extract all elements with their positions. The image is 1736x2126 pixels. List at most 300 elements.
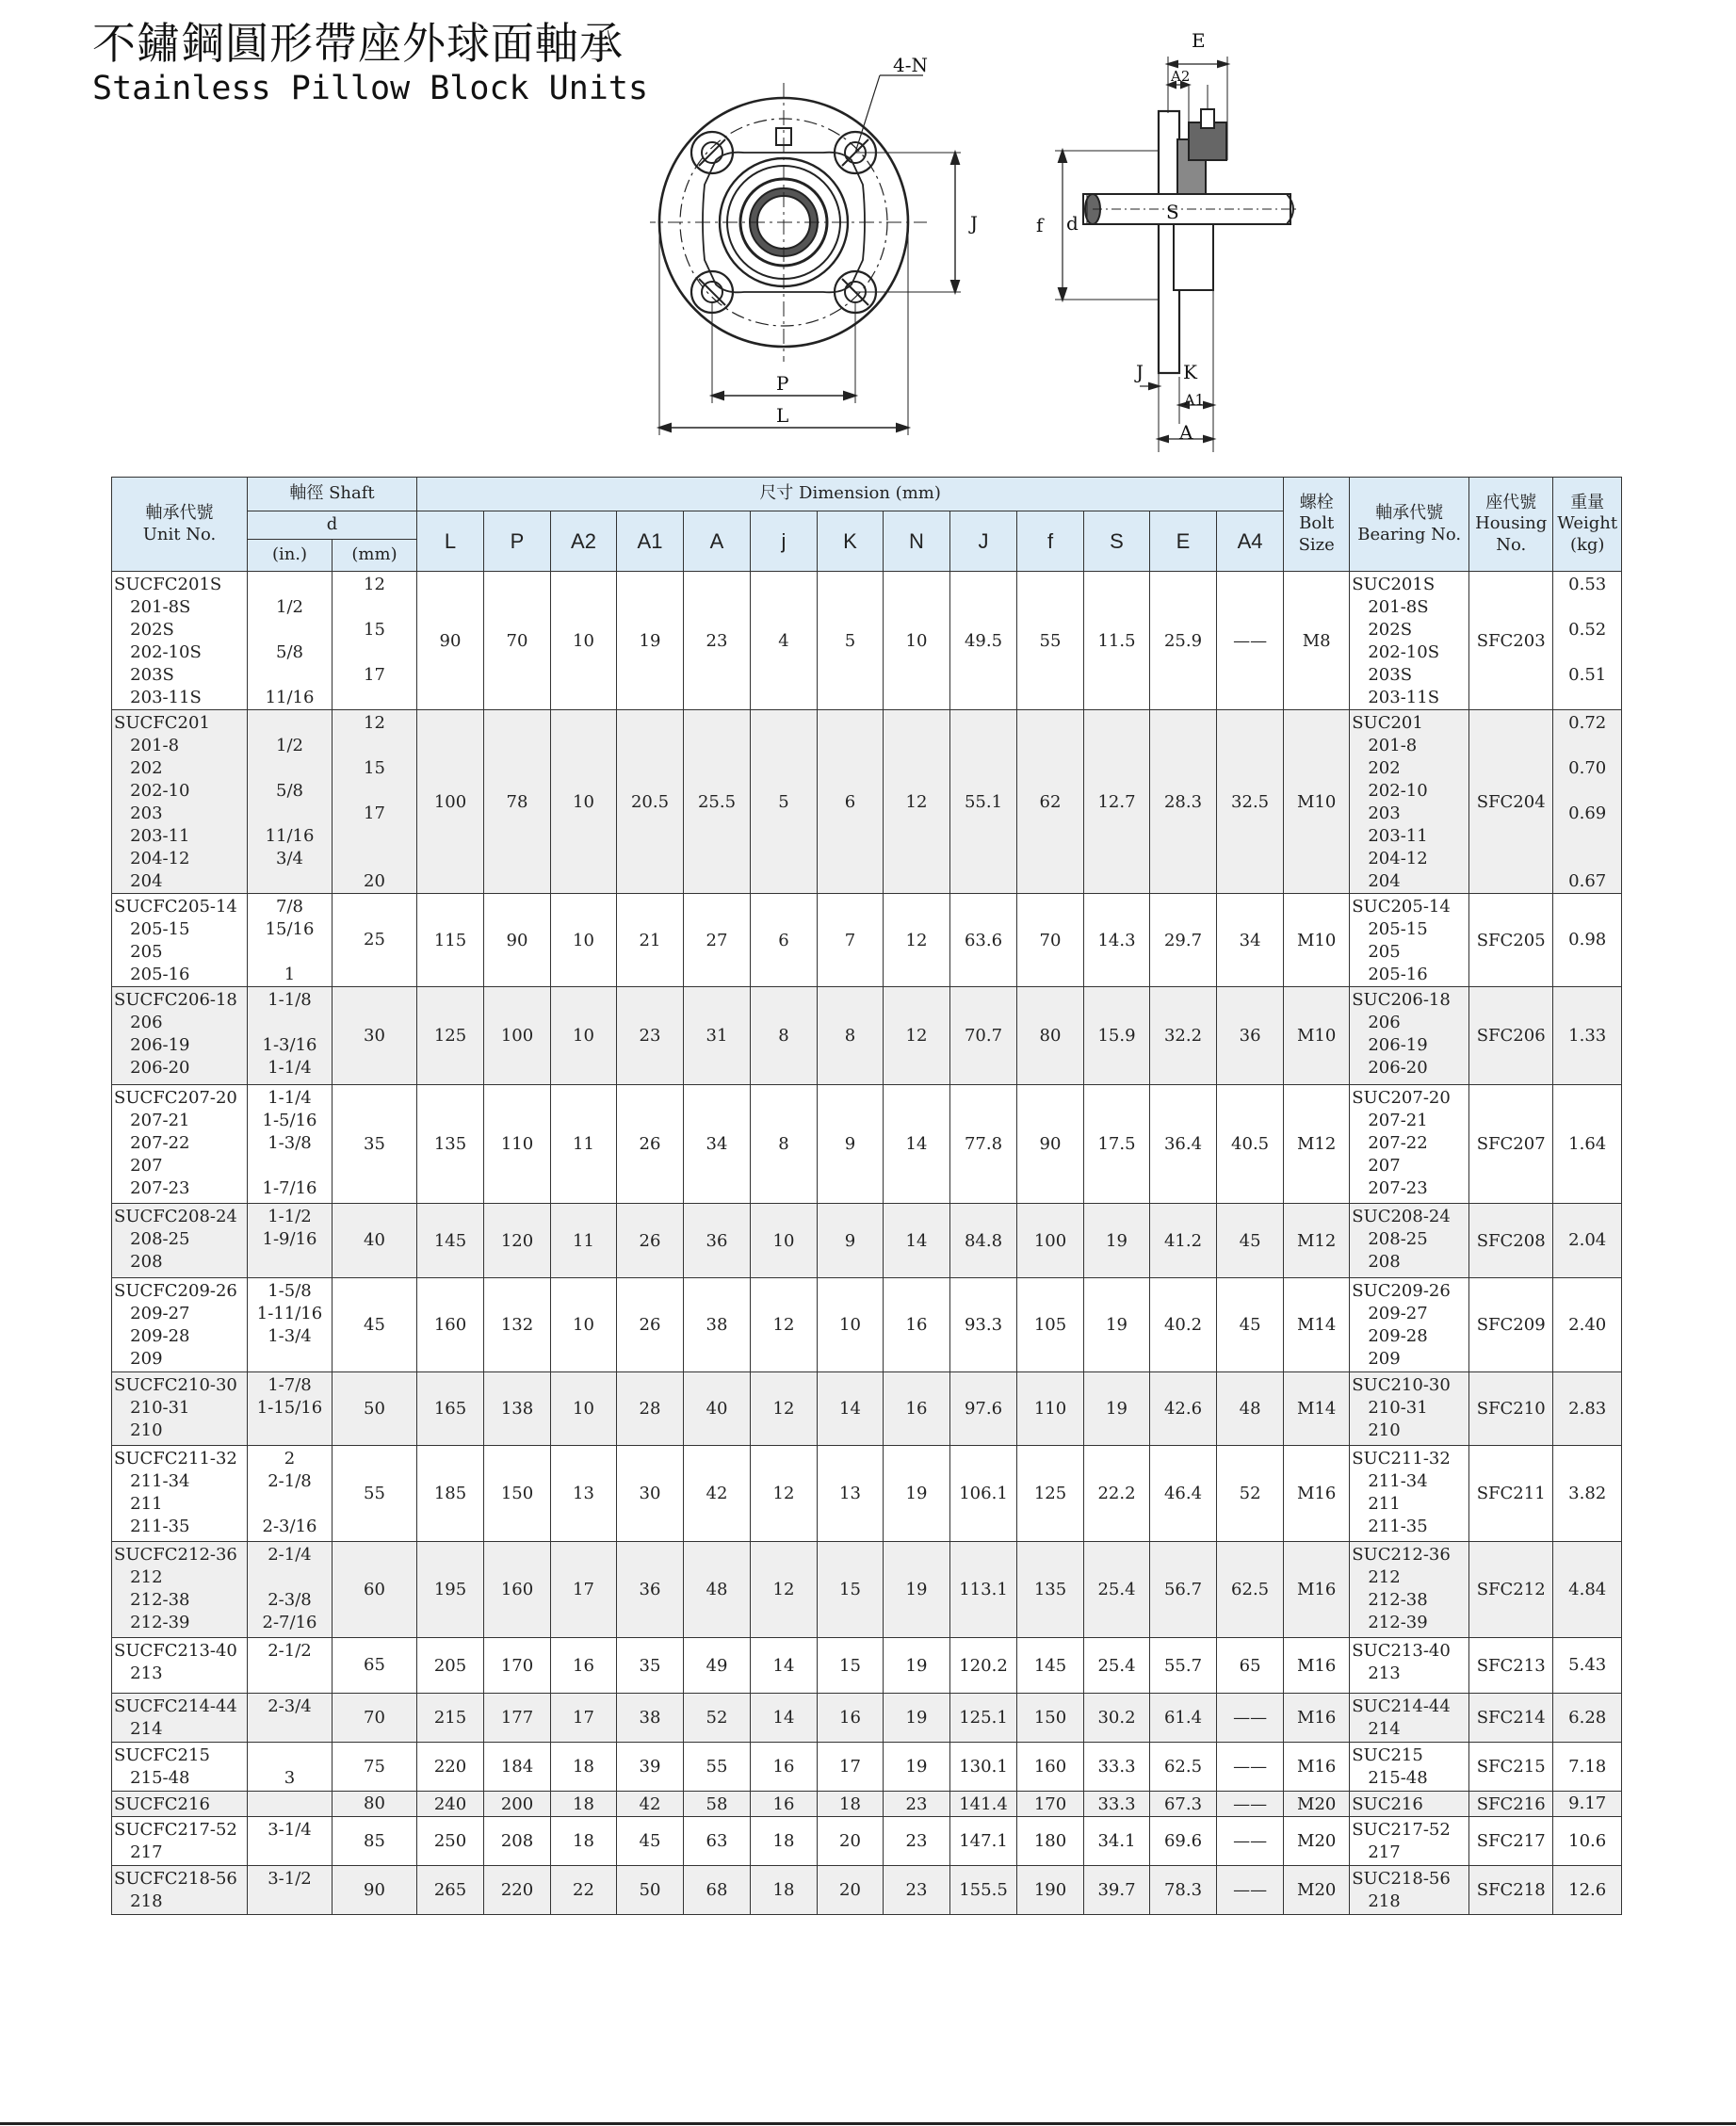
dim-cell-e: 62.5 bbox=[1150, 1743, 1217, 1792]
bearing-no-cell: SUC207-20 207-21 207-22 207 207-23 bbox=[1350, 1085, 1469, 1204]
table-row bbox=[112, 710, 1622, 894]
dim-cell-f: 80 bbox=[1017, 987, 1084, 1085]
dim-cell-j: 147.1 bbox=[950, 1817, 1017, 1866]
shaft-mm-cell: 12 15 17 bbox=[333, 572, 417, 710]
dim-cell-k: 9 bbox=[818, 1204, 884, 1278]
dim-cell-f: 100 bbox=[1017, 1204, 1084, 1278]
bolt-size-cell: M20 bbox=[1284, 1792, 1350, 1817]
dim-cell-e: 32.2 bbox=[1150, 987, 1217, 1085]
dim-cell-a4: 32.5 bbox=[1217, 710, 1284, 894]
dim-cell-s: 11.5 bbox=[1084, 572, 1150, 710]
dim-cell-n: 19 bbox=[884, 1638, 950, 1694]
dim-cell-l: 115 bbox=[417, 894, 484, 987]
bolt-size-cell: M10 bbox=[1284, 987, 1350, 1085]
technical-drawing bbox=[650, 19, 1309, 462]
dim-cell-k: 7 bbox=[818, 894, 884, 987]
dim-cell-f: 145 bbox=[1017, 1638, 1084, 1694]
bolt-size-cell: M10 bbox=[1284, 710, 1350, 894]
dim-cell-k: 20 bbox=[818, 1866, 884, 1915]
dim-cell-s: 19 bbox=[1084, 1204, 1150, 1278]
bolt-size-cell: M16 bbox=[1284, 1542, 1350, 1638]
dim-cell-j-small: 8 bbox=[751, 987, 818, 1085]
dim-cell-l: 240 bbox=[417, 1792, 484, 1817]
dim-header-n: N bbox=[884, 511, 950, 572]
unit-no-cell: SUCFC201S 201-8S 202S 202-10S 203S 203-11S bbox=[112, 572, 248, 710]
dim-cell-k: 13 bbox=[818, 1446, 884, 1542]
dim-cell-e: 69.6 bbox=[1150, 1817, 1217, 1866]
dim-cell-l: 90 bbox=[417, 572, 484, 710]
dim-cell-j: 63.6 bbox=[950, 894, 1017, 987]
dim-cell-f: 90 bbox=[1017, 1085, 1084, 1204]
shaft-inch-cell: 3 bbox=[248, 1743, 333, 1792]
dim-cell-a1: 36 bbox=[617, 1542, 684, 1638]
unit-no-cell: SUCFC207-20 207-21 207-22 207 207-23 bbox=[112, 1085, 248, 1204]
housing-no-cell: SFC207 bbox=[1469, 1085, 1553, 1204]
dim-cell-a4: —— bbox=[1217, 1792, 1284, 1817]
dim-cell-l: 135 bbox=[417, 1085, 484, 1204]
dim-cell-a4: 45 bbox=[1217, 1278, 1284, 1372]
housing-no-cell: SFC216 bbox=[1469, 1792, 1553, 1817]
bolt-size-cell: M10 bbox=[1284, 894, 1350, 987]
dim-cell-a1: 45 bbox=[617, 1817, 684, 1866]
dim-cell-p: 90 bbox=[484, 894, 551, 987]
dim-cell-j-small: 5 bbox=[751, 710, 818, 894]
dim-cell-a4: 62.5 bbox=[1217, 1542, 1284, 1638]
dim-header-f: f bbox=[1017, 511, 1084, 572]
weight-cell: 0.72 0.70 0.69 0.67 bbox=[1553, 710, 1622, 894]
dim-cell-j-small: 6 bbox=[751, 894, 818, 987]
label-f: f bbox=[1036, 214, 1044, 236]
housing-no-cell: SFC203 bbox=[1469, 572, 1553, 710]
table-row bbox=[112, 1694, 1622, 1743]
dim-cell-e: 36.4 bbox=[1150, 1085, 1217, 1204]
dim-cell-e: 46.4 bbox=[1150, 1446, 1217, 1542]
unit-no-cell: SUCFC201 201-8 202 202-10 203 203-11 204-12 204 bbox=[112, 710, 248, 894]
dim-cell-a: 36 bbox=[684, 1204, 751, 1278]
dim-cell-p: 100 bbox=[484, 987, 551, 1085]
dim-cell-n: 16 bbox=[884, 1372, 950, 1446]
unit-no-cell: SUCFC210-30 210-31 210 bbox=[112, 1372, 248, 1446]
dim-cell-s: 33.3 bbox=[1084, 1743, 1150, 1792]
dim-cell-a2: 22 bbox=[551, 1866, 617, 1915]
shaft-inch-cell: 1/2 5/8 11/16 bbox=[248, 572, 333, 710]
weight-cell: 4.84 bbox=[1553, 1542, 1622, 1638]
unit-no-cell: SUCFC218-56 218 bbox=[112, 1866, 248, 1915]
table-row bbox=[112, 1792, 1622, 1817]
dim-cell-k: 5 bbox=[818, 572, 884, 710]
shaft-inch-header: (in.) bbox=[248, 540, 333, 572]
shaft-mm-cell: 70 bbox=[333, 1694, 417, 1743]
dim-cell-j-small: 4 bbox=[751, 572, 818, 710]
dim-cell-p: 170 bbox=[484, 1638, 551, 1694]
label-d: d bbox=[1066, 212, 1079, 235]
dim-cell-j-small: 8 bbox=[751, 1085, 818, 1204]
bolt-size-cell: M16 bbox=[1284, 1446, 1350, 1542]
dim-cell-j: 155.5 bbox=[950, 1866, 1017, 1915]
dim-cell-j: 125.1 bbox=[950, 1694, 1017, 1743]
housing-no-cell: SFC217 bbox=[1469, 1817, 1553, 1866]
housing-no-cell: SFC205 bbox=[1469, 894, 1553, 987]
dim-cell-l: 125 bbox=[417, 987, 484, 1085]
dim-cell-l: 100 bbox=[417, 710, 484, 894]
dim-cell-e: 29.7 bbox=[1150, 894, 1217, 987]
unit-no-cell: SUCFC211-32 211-34 211 211-35 bbox=[112, 1446, 248, 1542]
dim-header-p: P bbox=[484, 511, 551, 572]
bolt-size-cell: M14 bbox=[1284, 1372, 1350, 1446]
dim-cell-s: 39.7 bbox=[1084, 1866, 1150, 1915]
weight-header: 重量 Weight (kg) bbox=[1553, 478, 1622, 572]
dim-header-a4: A4 bbox=[1217, 511, 1284, 572]
bolt-size-cell: M16 bbox=[1284, 1743, 1350, 1792]
housing-no-cell: SFC211 bbox=[1469, 1446, 1553, 1542]
dim-cell-a1: 19 bbox=[617, 572, 684, 710]
housing-no-cell: SFC210 bbox=[1469, 1372, 1553, 1446]
dim-cell-j: 113.1 bbox=[950, 1542, 1017, 1638]
dim-cell-a2: 10 bbox=[551, 894, 617, 987]
shaft-mm-cell: 35 bbox=[333, 1085, 417, 1204]
dim-cell-k: 8 bbox=[818, 987, 884, 1085]
dim-cell-n: 14 bbox=[884, 1204, 950, 1278]
label-a1: A1 bbox=[1184, 391, 1205, 409]
dim-cell-f: 180 bbox=[1017, 1817, 1084, 1866]
dim-cell-k: 16 bbox=[818, 1694, 884, 1743]
dim-cell-a4: —— bbox=[1217, 1817, 1284, 1866]
bolt-size-cell: M16 bbox=[1284, 1638, 1350, 1694]
dim-cell-a1: 26 bbox=[617, 1085, 684, 1204]
dim-cell-p: 208 bbox=[484, 1817, 551, 1866]
dim-cell-l: 185 bbox=[417, 1446, 484, 1542]
dim-cell-f: 190 bbox=[1017, 1866, 1084, 1915]
dim-cell-a1: 30 bbox=[617, 1446, 684, 1542]
dim-cell-p: 110 bbox=[484, 1085, 551, 1204]
dim-cell-l: 215 bbox=[417, 1694, 484, 1743]
weight-cell: 6.28 bbox=[1553, 1694, 1622, 1743]
dim-cell-s: 19 bbox=[1084, 1372, 1150, 1446]
dim-cell-s: 12.7 bbox=[1084, 710, 1150, 894]
dim-cell-a1: 28 bbox=[617, 1372, 684, 1446]
dim-cell-s: 33.3 bbox=[1084, 1792, 1150, 1817]
page-title-chinese: 不鏽鋼圓形帶座外球面軸承 bbox=[92, 18, 624, 69]
dim-cell-a2: 10 bbox=[551, 1278, 617, 1372]
shaft-mm-header: (mm) bbox=[333, 540, 417, 572]
dim-cell-a1: 26 bbox=[617, 1278, 684, 1372]
dim-cell-a: 63 bbox=[684, 1817, 751, 1866]
unit-no-cell: SUCFC205-14 205-15 205 205-16 bbox=[112, 894, 248, 987]
dim-cell-j: 141.4 bbox=[950, 1792, 1017, 1817]
dim-cell-p: 138 bbox=[484, 1372, 551, 1446]
housing-no-cell: SFC213 bbox=[1469, 1638, 1553, 1694]
dim-cell-a: 58 bbox=[684, 1792, 751, 1817]
dim-cell-a: 40 bbox=[684, 1372, 751, 1446]
dim-cell-j: 84.8 bbox=[950, 1204, 1017, 1278]
dim-cell-f: 125 bbox=[1017, 1446, 1084, 1542]
bearing-no-cell: SUC206-18 206 206-19 206-20 bbox=[1350, 987, 1469, 1085]
dim-cell-e: 28.3 bbox=[1150, 710, 1217, 894]
bolt-size-cell: M12 bbox=[1284, 1085, 1350, 1204]
dim-header-k: K bbox=[818, 511, 884, 572]
label-e: E bbox=[1192, 29, 1206, 52]
dim-cell-l: 145 bbox=[417, 1204, 484, 1278]
dim-cell-a4: 34 bbox=[1217, 894, 1284, 987]
weight-cell: 3.82 bbox=[1553, 1446, 1622, 1542]
dim-cell-a: 23 bbox=[684, 572, 751, 710]
dim-cell-a2: 18 bbox=[551, 1792, 617, 1817]
weight-cell: 5.43 bbox=[1553, 1638, 1622, 1694]
dim-cell-p: 120 bbox=[484, 1204, 551, 1278]
dim-cell-n: 23 bbox=[884, 1817, 950, 1866]
dim-cell-a: 52 bbox=[684, 1694, 751, 1743]
dim-cell-p: 184 bbox=[484, 1743, 551, 1792]
housing-no-cell: SFC215 bbox=[1469, 1743, 1553, 1792]
bearing-no-cell: SUC201S 201-8S 202S 202-10S 203S 203-11S bbox=[1350, 572, 1469, 710]
dim-cell-p: 150 bbox=[484, 1446, 551, 1542]
bolt-size-cell: M20 bbox=[1284, 1817, 1350, 1866]
housing-no-cell: SFC214 bbox=[1469, 1694, 1553, 1743]
table-row bbox=[112, 1278, 1622, 1372]
table-row bbox=[112, 1817, 1622, 1866]
dim-cell-j: 130.1 bbox=[950, 1743, 1017, 1792]
bolt-size-cell: M8 bbox=[1284, 572, 1350, 710]
dim-cell-a2: 17 bbox=[551, 1694, 617, 1743]
shaft-mm-cell: 12 15 17 20 bbox=[333, 710, 417, 894]
dim-cell-s: 14.3 bbox=[1084, 894, 1150, 987]
dim-header-s: S bbox=[1084, 511, 1150, 572]
table-row bbox=[112, 1204, 1622, 1278]
dim-cell-n: 10 bbox=[884, 572, 950, 710]
dim-cell-j-small: 14 bbox=[751, 1638, 818, 1694]
dim-cell-s: 30.2 bbox=[1084, 1694, 1150, 1743]
bearing-no-cell: SUC216 bbox=[1350, 1792, 1469, 1817]
dim-cell-k: 18 bbox=[818, 1792, 884, 1817]
shaft-inch-cell: 7/8 15/16 1 bbox=[248, 894, 333, 987]
weight-cell: 1.33 bbox=[1553, 987, 1622, 1085]
dim-cell-k: 14 bbox=[818, 1372, 884, 1446]
table-row bbox=[112, 1085, 1622, 1204]
table-body bbox=[112, 572, 1622, 1915]
dim-cell-a2: 16 bbox=[551, 1638, 617, 1694]
dim-cell-l: 165 bbox=[417, 1372, 484, 1446]
dim-cell-a2: 10 bbox=[551, 1372, 617, 1446]
dim-cell-k: 6 bbox=[818, 710, 884, 894]
dim-cell-n: 16 bbox=[884, 1278, 950, 1372]
bolt-size-cell: M20 bbox=[1284, 1866, 1350, 1915]
shaft-mm-cell: 80 bbox=[333, 1792, 417, 1817]
shaft-inch-cell: 1-1/8 1-3/16 1-1/4 bbox=[248, 987, 333, 1085]
dim-cell-a1: 35 bbox=[617, 1638, 684, 1694]
dim-cell-j: 93.3 bbox=[950, 1278, 1017, 1372]
dim-cell-p: 132 bbox=[484, 1278, 551, 1372]
dim-cell-s: 22.2 bbox=[1084, 1446, 1150, 1542]
dim-cell-n: 12 bbox=[884, 894, 950, 987]
dim-cell-j-small: 18 bbox=[751, 1866, 818, 1915]
weight-cell: 7.18 bbox=[1553, 1743, 1622, 1792]
bolt-size-cell: M12 bbox=[1284, 1204, 1350, 1278]
dim-cell-k: 10 bbox=[818, 1278, 884, 1372]
label-k: K bbox=[1183, 361, 1197, 383]
bearing-no-cell: SUC212-36 212 212-38 212-39 bbox=[1350, 1542, 1469, 1638]
dim-cell-n: 23 bbox=[884, 1866, 950, 1915]
bearing-no-cell: SUC214-44 214 bbox=[1350, 1694, 1469, 1743]
bolt-size-cell: M16 bbox=[1284, 1694, 1350, 1743]
shaft-mm-cell: 65 bbox=[333, 1638, 417, 1694]
dim-cell-j: 120.2 bbox=[950, 1638, 1017, 1694]
dim-cell-n: 19 bbox=[884, 1694, 950, 1743]
dim-cell-j-small: 12 bbox=[751, 1278, 818, 1372]
dim-cell-a2: 10 bbox=[551, 572, 617, 710]
shaft-inch-cell: 2 2-1/8 2-3/16 bbox=[248, 1446, 333, 1542]
unit-no-cell: SUCFC217-52 217 bbox=[112, 1817, 248, 1866]
bearing-no-cell: SUC201 201-8 202 202-10 203 203-11 204-12 204 bbox=[1350, 710, 1469, 894]
dim-cell-j-small: 18 bbox=[751, 1817, 818, 1866]
dim-cell-e: 55.7 bbox=[1150, 1638, 1217, 1694]
dim-cell-a: 48 bbox=[684, 1542, 751, 1638]
bearing-no-cell: SUC215 215-48 bbox=[1350, 1743, 1469, 1792]
shaft-inch-cell: 2-1/2 bbox=[248, 1638, 333, 1694]
unit-no-cell: SUCFC216 bbox=[112, 1792, 248, 1817]
dim-cell-p: 78 bbox=[484, 710, 551, 894]
unit-no-cell: SUCFC212-36 212 212-38 212-39 bbox=[112, 1542, 248, 1638]
dim-cell-p: 220 bbox=[484, 1866, 551, 1915]
shaft-inch-cell: 2-3/4 bbox=[248, 1694, 333, 1743]
dim-cell-s: 15.9 bbox=[1084, 987, 1150, 1085]
dim-cell-l: 195 bbox=[417, 1542, 484, 1638]
shaft-mm-cell: 55 bbox=[333, 1446, 417, 1542]
bolt-size-cell: M14 bbox=[1284, 1278, 1350, 1372]
dim-cell-a1: 39 bbox=[617, 1743, 684, 1792]
shaft-inch-cell: 1-5/8 1-11/16 1-3/4 bbox=[248, 1278, 333, 1372]
dim-cell-s: 25.4 bbox=[1084, 1638, 1150, 1694]
dim-cell-e: 41.2 bbox=[1150, 1204, 1217, 1278]
dim-cell-k: 17 bbox=[818, 1743, 884, 1792]
dim-header-j: J bbox=[950, 511, 1017, 572]
shaft-mm-cell: 90 bbox=[333, 1866, 417, 1915]
unit-no-cell: SUCFC215 215-48 bbox=[112, 1743, 248, 1792]
bearing-no-cell: SUC218-56 218 bbox=[1350, 1866, 1469, 1915]
shaft-mm-cell: 75 bbox=[333, 1743, 417, 1792]
weight-cell: 2.04 bbox=[1553, 1204, 1622, 1278]
dim-cell-a: 34 bbox=[684, 1085, 751, 1204]
weight-cell: 9.17 bbox=[1553, 1792, 1622, 1817]
specification-table bbox=[111, 477, 1622, 1915]
shaft-inch-cell: 3-1/4 bbox=[248, 1817, 333, 1866]
dim-cell-f: 62 bbox=[1017, 710, 1084, 894]
unit-no-cell: SUCFC209-26 209-27 209-28 209 bbox=[112, 1278, 248, 1372]
dim-cell-f: 55 bbox=[1017, 572, 1084, 710]
dim-cell-e: 56.7 bbox=[1150, 1542, 1217, 1638]
dim-cell-j-small: 16 bbox=[751, 1792, 818, 1817]
dimension-header: 尺寸 Dimension (mm) bbox=[417, 478, 1284, 511]
dim-cell-a2: 17 bbox=[551, 1542, 617, 1638]
dim-cell-a1: 21 bbox=[617, 894, 684, 987]
dim-cell-l: 220 bbox=[417, 1743, 484, 1792]
table-row bbox=[112, 1542, 1622, 1638]
shaft-mm-cell: 50 bbox=[333, 1372, 417, 1446]
dim-cell-l: 160 bbox=[417, 1278, 484, 1372]
weight-cell: 2.40 bbox=[1553, 1278, 1622, 1372]
housing-no-cell: SFC206 bbox=[1469, 987, 1553, 1085]
shaft-inch-cell bbox=[248, 1792, 333, 1817]
dim-cell-k: 20 bbox=[818, 1817, 884, 1866]
bearing-no-cell: SUC208-24 208-25 208 bbox=[1350, 1204, 1469, 1278]
dim-cell-k: 9 bbox=[818, 1085, 884, 1204]
table-row bbox=[112, 987, 1622, 1085]
dim-cell-j-small: 10 bbox=[751, 1204, 818, 1278]
dim-cell-n: 19 bbox=[884, 1743, 950, 1792]
dim-cell-f: 160 bbox=[1017, 1743, 1084, 1792]
dim-cell-a4: 52 bbox=[1217, 1446, 1284, 1542]
dim-cell-f: 135 bbox=[1017, 1542, 1084, 1638]
bearing-no-header: 軸承代號 Bearing No. bbox=[1350, 478, 1469, 572]
dim-cell-a: 38 bbox=[684, 1278, 751, 1372]
table-row bbox=[112, 1372, 1622, 1446]
dim-cell-s: 17.5 bbox=[1084, 1085, 1150, 1204]
unit-no-cell: SUCFC213-40 213 bbox=[112, 1638, 248, 1694]
weight-cell: 0.53 0.52 0.51 bbox=[1553, 572, 1622, 710]
table-row bbox=[112, 1446, 1622, 1542]
dim-cell-e: 78.3 bbox=[1150, 1866, 1217, 1915]
shaft-header: 軸徑 Shaft bbox=[248, 478, 417, 511]
bearing-no-cell: SUC210-30 210-31 210 bbox=[1350, 1372, 1469, 1446]
dim-cell-a4: 36 bbox=[1217, 987, 1284, 1085]
dim-cell-a: 31 bbox=[684, 987, 751, 1085]
dim-cell-n: 14 bbox=[884, 1085, 950, 1204]
dim-cell-j: 106.1 bbox=[950, 1446, 1017, 1542]
bearing-no-cell: SUC213-40 213 bbox=[1350, 1638, 1469, 1694]
shaft-inch-cell: 1-1/4 1-5/16 1-3/8 1-7/16 bbox=[248, 1085, 333, 1204]
dim-cell-j-small: 12 bbox=[751, 1542, 818, 1638]
table-row bbox=[112, 894, 1622, 987]
unit-no-cell: SUCFC206-18 206 206-19 206-20 bbox=[112, 987, 248, 1085]
table-row bbox=[112, 572, 1622, 710]
dim-cell-e: 61.4 bbox=[1150, 1694, 1217, 1743]
weight-cell: 12.6 bbox=[1553, 1866, 1622, 1915]
weight-cell: 2.83 bbox=[1553, 1372, 1622, 1446]
dim-cell-j: 55.1 bbox=[950, 710, 1017, 894]
dim-cell-n: 19 bbox=[884, 1542, 950, 1638]
dim-cell-p: 70 bbox=[484, 572, 551, 710]
shaft-mm-cell: 40 bbox=[333, 1204, 417, 1278]
dim-cell-a4: —— bbox=[1217, 1866, 1284, 1915]
dim-cell-a2: 10 bbox=[551, 987, 617, 1085]
dim-header-j-small: j bbox=[751, 511, 818, 572]
dim-cell-n: 23 bbox=[884, 1792, 950, 1817]
dim-cell-p: 200 bbox=[484, 1792, 551, 1817]
dim-cell-a4: 40.5 bbox=[1217, 1085, 1284, 1204]
shaft-mm-cell: 30 bbox=[333, 987, 417, 1085]
dim-cell-a2: 18 bbox=[551, 1743, 617, 1792]
table-row bbox=[112, 1743, 1622, 1792]
unit-no-cell: SUCFC214-44 214 bbox=[112, 1694, 248, 1743]
weight-cell: 0.98 bbox=[1553, 894, 1622, 987]
dim-header-e: E bbox=[1150, 511, 1217, 572]
dim-cell-j: 77.8 bbox=[950, 1085, 1017, 1204]
bolt-size-header: 螺栓 Bolt Size bbox=[1284, 478, 1350, 572]
label-j-front: J bbox=[970, 212, 979, 235]
dim-cell-j: 49.5 bbox=[950, 572, 1017, 710]
bearing-no-cell: SUC217-52 217 bbox=[1350, 1817, 1469, 1866]
dim-header-a1: A1 bbox=[617, 511, 684, 572]
dim-cell-f: 150 bbox=[1017, 1694, 1084, 1743]
label-4n: 4-N bbox=[893, 54, 928, 76]
shaft-mm-cell: 25 bbox=[333, 894, 417, 987]
dim-cell-a1: 20.5 bbox=[617, 710, 684, 894]
dim-cell-l: 265 bbox=[417, 1866, 484, 1915]
weight-cell: 10.6 bbox=[1553, 1817, 1622, 1866]
shaft-mm-cell: 45 bbox=[333, 1278, 417, 1372]
dim-cell-a4: 65 bbox=[1217, 1638, 1284, 1694]
dim-cell-a: 49 bbox=[684, 1638, 751, 1694]
dim-cell-k: 15 bbox=[818, 1638, 884, 1694]
